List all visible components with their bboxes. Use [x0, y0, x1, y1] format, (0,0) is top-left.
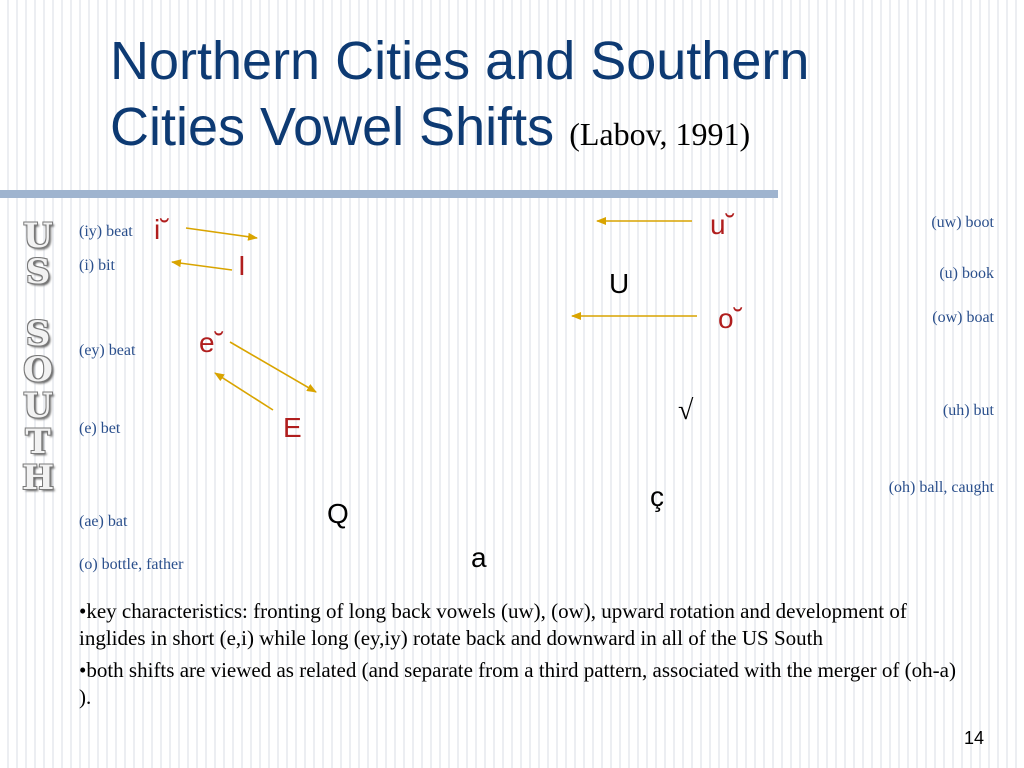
label-ow: (ow) boat [932, 309, 994, 326]
vowel-ae: Q [327, 498, 349, 529]
vowel-ey: e˘ [199, 327, 224, 358]
vowel-oh: ç [650, 481, 664, 512]
vowel-i: I [238, 250, 246, 281]
vowel-ow: o˘ [718, 303, 743, 334]
bullet-item: •key characteristics: fronting of long back vowels (uw), (ow), upward rotation and development of inglides in short (e,i) while long (ey,iy) rotate back and downward in all of the US South [79, 599, 907, 650]
side-letter: S [25, 314, 51, 354]
vowel-uh: √ [678, 395, 694, 426]
label-ey: (ey) beat [79, 342, 136, 359]
label-iy: (iy) beat [79, 223, 133, 240]
vowel-uw: u˘ [710, 209, 735, 240]
bullet-item: •both shifts are viewed as related (and separate from a third pattern, associated with the merger of (oh-a) ). [79, 658, 956, 709]
label-uh: (uh) but [942, 402, 994, 419]
title-line-2: Cities Vowel Shifts [110, 97, 555, 157]
side-letter: H [21, 458, 55, 498]
label-ae: (ae) bat [79, 513, 128, 530]
side-letter: U [23, 386, 53, 426]
label-i: (i) bit [79, 257, 115, 274]
label-e: (e) bet [79, 420, 121, 437]
arrow-iy-to-i [186, 228, 257, 238]
label-u: (u) book [939, 265, 994, 282]
vowel-e: E [283, 412, 302, 443]
side-letter: U [23, 216, 53, 256]
label-uw: (uw) boot [931, 214, 994, 231]
vowel-o: a [471, 542, 487, 573]
bullet-list [79, 598, 969, 716]
side-letter: T [25, 422, 51, 462]
title-citation: (Labov, 1991) [569, 116, 751, 152]
label-oh: (oh) ball, caught [888, 479, 994, 496]
vowel-u: U [609, 268, 630, 299]
arrow-e-to-ey [215, 373, 273, 410]
title-line-1: Northern Cities and Southern [110, 31, 810, 91]
vowel-iy: i˘ [154, 214, 170, 245]
label-o: (o) bottle, father [79, 556, 184, 573]
arrow-i-to-iy [172, 262, 232, 270]
page-number: 14 [964, 728, 985, 748]
arrow-ey-to-e [230, 342, 316, 392]
side-letter: O [23, 350, 53, 390]
side-letter: S [25, 252, 51, 292]
